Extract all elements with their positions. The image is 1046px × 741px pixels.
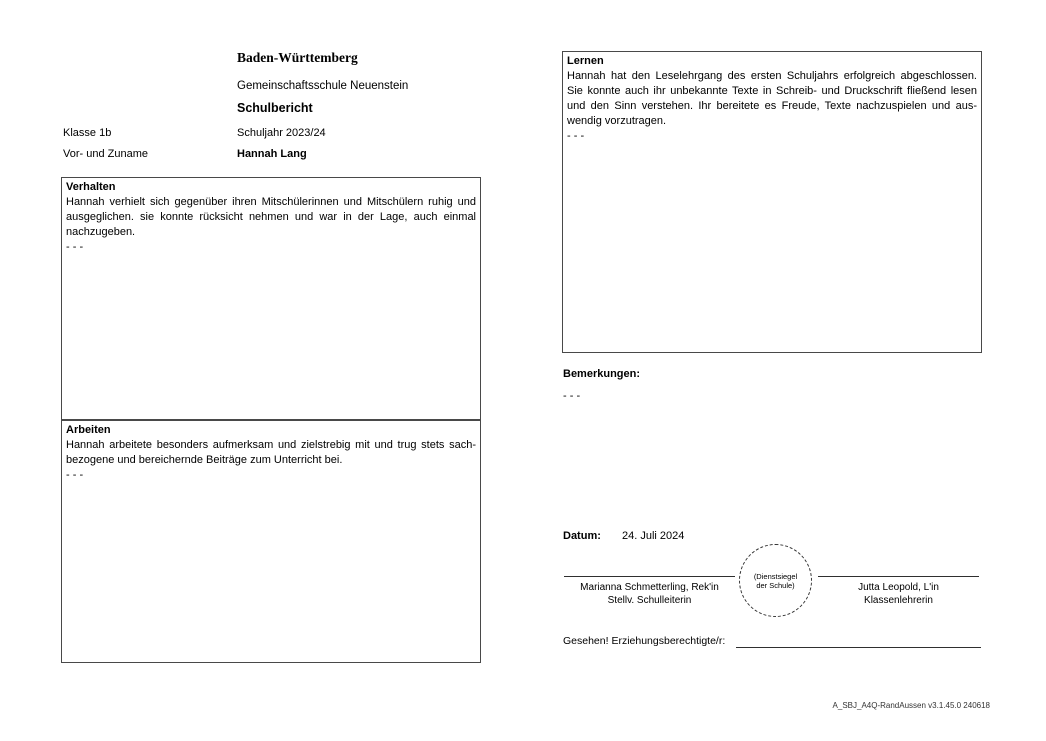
signature-right [813,581,984,607]
gesehen-signature-line [736,647,981,648]
gesehen-label: Gesehen! Erziehungsberechtigte/r: [563,635,726,647]
lernen-title: Lernen [567,55,604,67]
lernen-text-line: wendig vorzutragen. [567,115,667,127]
name-field-label: Vor- und Zuname [63,148,148,160]
signature-line-left [564,576,735,577]
verhalten-text-line: ausgeglichen. sie konnte rücksicht nehmen und war in der Lage, auch einmal [66,211,476,223]
verhalten-text-line: nachzugeben. [66,226,136,238]
lernen-text-line: Hannah hat den Leselehrgang des ersten Schuljahrs erfolgreich abgeschlossen. [567,70,977,82]
arbeiten-title: Arbeiten [66,424,111,436]
signature-right-role: Klassenlehrerin [864,595,933,606]
verhalten-box [61,177,481,420]
bemerkungen-placeholder-dashes: - - - [563,390,581,402]
datum-label: Datum: [563,530,601,542]
seal-text-line1: (Dienstsiegel [753,571,798,581]
lernen-placeholder-dashes: - - - [567,130,585,142]
arbeiten-box [61,420,481,663]
class-field: Klasse 1b [63,127,112,139]
verhalten-placeholder-dashes: - - - [66,241,84,253]
arbeiten-placeholder-dashes: - - - [66,469,84,481]
signature-right-name: Jutta Leopold, L'in [858,582,939,593]
school-seal-circle [739,544,812,617]
school-name: Gemeinschaftsschule Neuenstein [237,80,409,92]
arbeiten-text-line: Hannah arbeitete besonders aufmerksam und zielstrebig mit und trug stets sach- [66,439,476,451]
form-version-footer: A_SBJ_A4Q-RandAussen v3.1.45.0 240618 [832,701,990,710]
bemerkungen-label: Bemerkungen: [563,368,641,380]
arbeiten-text-line: bezogene und bereichernde Beiträge zum Unterricht bei. [66,454,343,466]
verhalten-text-line: Hannah verhielt sich gegenüber ihren Mitschülerinnen und Mitschülern ruhig und [66,196,476,208]
signature-left-name: Marianna Schmetterling, Rek'in [580,582,719,593]
lernen-box [562,51,982,353]
seal-text-line2: der Schule) [756,580,795,590]
region-title: Baden-Württemberg [237,50,358,65]
signature-line-right [818,576,979,577]
school-year-field: Schuljahr 2023/24 [237,127,326,139]
signature-left-role: Stellv. Schulleiterin [607,595,692,606]
datum-value: 24. Juli 2024 [622,530,685,542]
document-title: Schulbericht [237,101,313,115]
verhalten-title: Verhalten [66,181,116,193]
signature-left [559,581,740,607]
lernen-text-line: und den Sinn verstehen. Ihr bereitete es Freude, Texte nachzuspielen und aus- [567,100,977,112]
student-name: Hannah Lang [237,148,307,160]
lernen-text-line: Sie konnte auch ihr unbekannte Texte in Schreib- und Druckschrift fließend lesen [567,85,977,97]
